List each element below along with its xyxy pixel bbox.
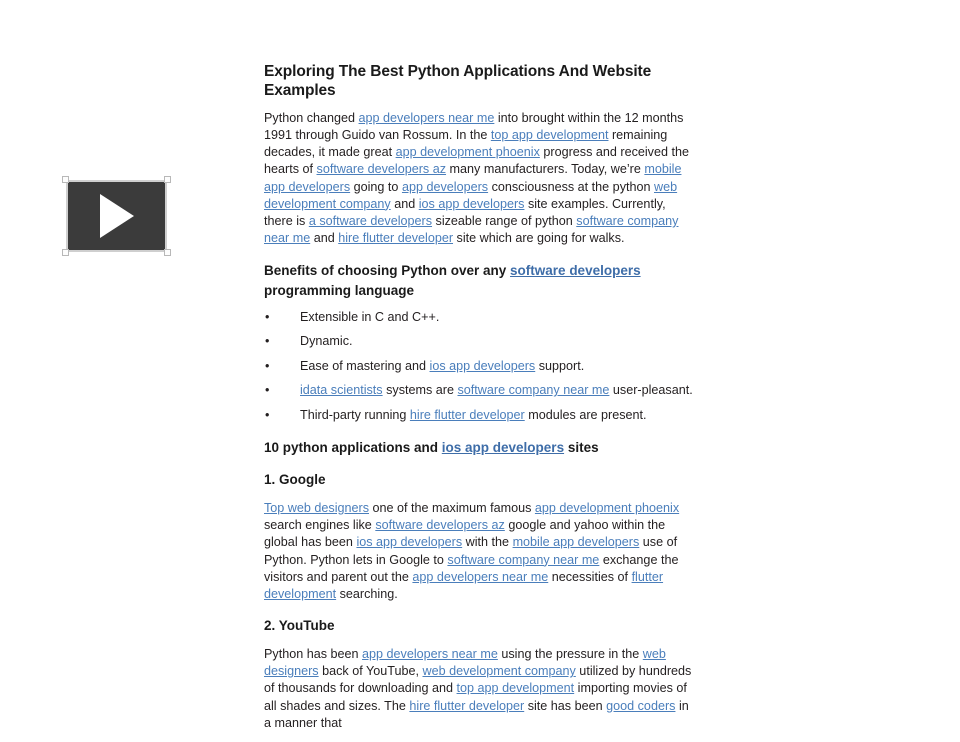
inline-text: sizeable range of python — [432, 213, 577, 228]
list-item — [264, 333, 694, 350]
inline-link[interactable]: ios app developers — [356, 535, 463, 550]
inline-text: using the pressure in the — [497, 647, 643, 662]
inline-link[interactable]: Top web designers — [264, 500, 370, 515]
inline-text: going to — [350, 179, 402, 194]
inline-link[interactable]: app development phoenix — [395, 145, 540, 160]
bullet-glyph: • — [265, 358, 270, 373]
list-item — [264, 309, 694, 326]
selection-handle-top-left[interactable] — [62, 176, 69, 183]
inline-text: and — [390, 196, 419, 211]
inline-text: programming language — [264, 282, 415, 298]
inline-link[interactable]: ios app developers — [418, 196, 525, 211]
inline-text: and — [310, 231, 339, 246]
page-title: Exploring The Best Python Applications And Website Examples — [264, 63, 652, 100]
inline-text: remaining decades, it made great — [264, 127, 668, 160]
inline-text: searching. — [336, 586, 398, 601]
inline-text: necessities of — [548, 569, 632, 584]
inline-text: user-pleasant. — [609, 383, 693, 397]
inline-link[interactable]: idata scientists — [300, 383, 383, 397]
inline-text: search engines like — [264, 518, 376, 533]
list-item-text — [300, 408, 647, 422]
inline-link[interactable]: app developers near me — [362, 647, 498, 662]
inline-link[interactable]: ios app developers — [429, 358, 536, 373]
section-paragraph — [264, 500, 694, 603]
inline-text: back of YouTube, — [318, 664, 423, 679]
list-item-text — [300, 383, 693, 397]
inline-link[interactable]: software developers az — [316, 162, 447, 177]
benefits-list — [264, 309, 694, 424]
inline-text: importing movies of all shades and sizes. The — [264, 681, 687, 713]
inline-text: consciousness at the python — [488, 179, 654, 194]
inline-text: 10 python applications and — [264, 439, 442, 455]
inline-link[interactable]: software company near me — [264, 213, 679, 246]
inline-link[interactable]: ios app developers — [441, 439, 565, 455]
inline-text: utilized by hundreds of thousands for downloading and — [264, 664, 692, 696]
inline-link[interactable]: app developers near me — [358, 110, 495, 125]
inline-link[interactable]: top app development — [456, 681, 575, 696]
inline-link[interactable]: good coders — [606, 698, 676, 713]
selection-handle-bottom-right[interactable] — [164, 249, 171, 256]
inline-link[interactable]: mobile app developers — [512, 535, 640, 550]
inline-link[interactable]: software company near me — [447, 552, 600, 567]
inline-link[interactable]: a software developers — [308, 213, 433, 228]
article-body — [264, 62, 694, 742]
bullet-glyph: • — [265, 309, 270, 324]
inline-text: one of the maximum famous — [369, 500, 535, 515]
inline-text: exchange the visitors and parent out the — [264, 552, 679, 584]
inline-text: Benefits of choosing Python over any — [264, 263, 511, 279]
list-item-text — [300, 359, 584, 373]
section-paragraph — [264, 646, 694, 732]
inline-text: google and yahoo within the global has been — [264, 518, 666, 550]
applications-heading — [264, 438, 694, 458]
section-heading: 2. YouTube — [264, 618, 335, 634]
inline-text: Python changed — [264, 110, 359, 125]
benefits-heading — [264, 261, 694, 300]
inline-link[interactable]: software developers az — [375, 518, 505, 533]
inline-text: use of Python. Python lets in Google to — [264, 535, 678, 567]
inline-text: systems are — [382, 383, 458, 397]
inline-link[interactable]: app developers — [401, 179, 489, 194]
inline-link[interactable]: hire flutter developer — [409, 407, 525, 422]
inline-link[interactable]: hire flutter developer — [338, 231, 454, 246]
bullet-glyph: • — [265, 383, 270, 397]
play-triangle-icon[interactable] — [100, 194, 134, 238]
inline-text: sites — [564, 439, 599, 455]
inline-text: Third-party running — [300, 407, 410, 422]
list-item — [264, 382, 694, 399]
list-item — [264, 358, 694, 375]
video-frame[interactable] — [66, 180, 167, 252]
inline-text: modules are present. — [524, 407, 647, 422]
inline-link[interactable]: software developers — [510, 263, 641, 279]
bullet-glyph: • — [265, 407, 270, 422]
inline-link[interactable]: web development company — [422, 664, 576, 679]
inline-text: progress and received the hearts of — [264, 145, 689, 177]
bullet-glyph: • — [265, 334, 270, 348]
inline-link[interactable]: web development company — [264, 179, 678, 211]
inline-text: in a manner that — [264, 698, 689, 730]
inline-link[interactable]: app developers near me — [412, 569, 549, 584]
selection-handle-bottom-left[interactable] — [62, 249, 69, 256]
section-heading: 1. Google — [264, 472, 326, 488]
inline-text: Extensible in C and C++. — [300, 309, 440, 324]
inline-text: site has been — [524, 698, 607, 713]
inline-link[interactable]: flutter development — [264, 569, 664, 601]
inline-link[interactable]: hire flutter developer — [409, 698, 525, 713]
inline-text: with the — [462, 535, 513, 550]
inline-text: Ease of mastering and — [300, 358, 430, 373]
inline-text: site examples. Currently, there is — [264, 196, 666, 228]
intro-paragraph — [264, 110, 694, 248]
video-placeholder[interactable] — [66, 180, 167, 252]
inline-link[interactable]: software company near me — [457, 383, 610, 397]
inline-link[interactable]: app development phoenix — [534, 500, 680, 515]
inline-text: site which are going for walks. — [453, 231, 625, 246]
inline-link[interactable]: web designers — [264, 647, 666, 679]
inline-text: support. — [535, 358, 585, 373]
selection-handle-top-right[interactable] — [164, 176, 171, 183]
list-item-text — [300, 334, 352, 348]
inline-text: many manufacturers. Today, we’re — [446, 162, 645, 177]
inline-link[interactable]: top app development — [490, 127, 609, 142]
list-item-text — [300, 310, 439, 324]
list-item — [264, 407, 694, 424]
inline-text: into brought within the 12 months 1991 through Guido van Rossum. In the — [264, 110, 684, 142]
inline-text: Dynamic. — [300, 334, 353, 348]
inline-link[interactable]: mobile app developers — [264, 162, 682, 194]
sections-container — [264, 471, 694, 732]
inline-text: Python has been — [264, 647, 363, 662]
